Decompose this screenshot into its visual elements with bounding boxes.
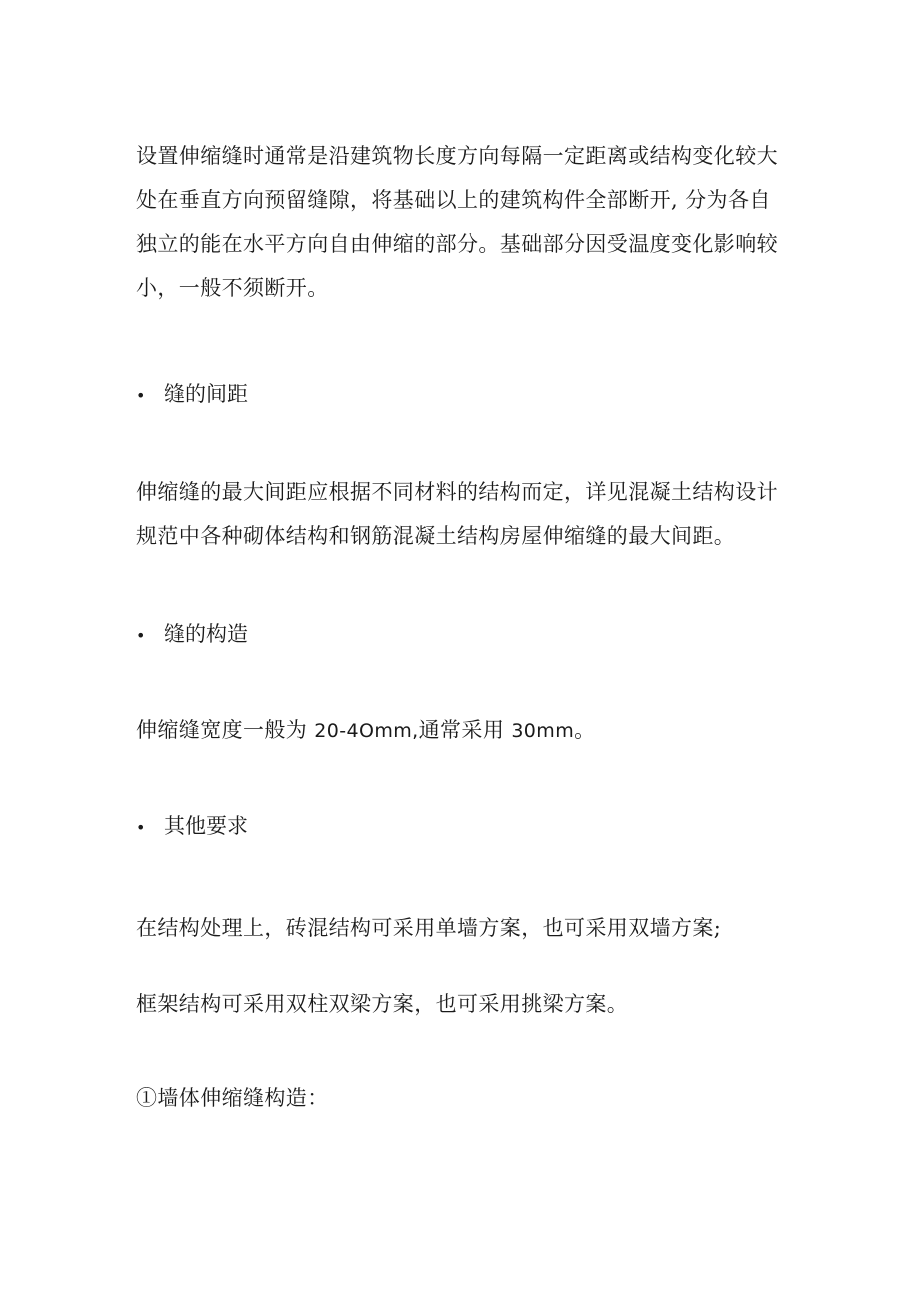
paragraph-line: 在结构处理上，砖混结构可采用单墙方案，也可采用双墙方案; [136,916,722,940]
bullet-other-requirements [136,804,248,848]
text-suffix: 。 [574,718,596,742]
paragraph-line [136,708,796,752]
bullet-icon: • [136,818,146,837]
bullet-icon: • [136,386,146,405]
paragraph-line: 设置伸缩缝时通常是沿建筑物长度方向每隔一定距离或结构变化较大 [136,144,778,168]
bullet-joint-spacing [136,372,248,416]
paragraph-joint-width [136,708,796,752]
paragraph-frame-structure [136,982,796,1026]
bullet-icon: • [136,626,146,645]
paragraph-line: ①墙体伸缩缝构造： [136,1086,329,1110]
width-value: 30mm [511,720,575,742]
paragraph-masonry-structure [136,906,796,950]
paragraph-line: 伸缩缝的最大间距应根据不同材料的结构而定，详见混凝土结构设计 [136,480,778,504]
paragraph-wall-joint-heading [136,1076,796,1120]
paragraph-line: 小，一般不须断开。 [136,276,329,300]
bullet-label: 缝的构造 [164,622,248,646]
paragraph-line: 规范中各种砌体结构和钢筋混凝土结构房屋伸缩缝的最大间距。 [136,524,736,548]
paragraph-max-spacing [136,470,796,558]
paragraph-line: 处在垂直方向预留缝隙，将基础以上的建筑构件全部断开, 分为各自 [136,188,771,212]
bullet-label: 其他要求 [164,814,248,838]
bullet-label: 缝的间距 [164,382,248,406]
paragraph-line: 独立的能在水平方向自由伸缩的部分。基础部分因受温度变化影响较 [136,232,778,256]
paragraph-expansion-joint-setup [136,134,796,310]
width-range: 20-4Omm, [314,720,419,742]
paragraph-line: 框架结构可采用双柱双梁方案，也可采用挑梁方案。 [136,992,629,1016]
text-prefix: 伸缩缝宽度一般为 [136,718,315,742]
bullet-joint-construction [136,612,248,656]
text-middle: 通常采用 [418,718,512,742]
